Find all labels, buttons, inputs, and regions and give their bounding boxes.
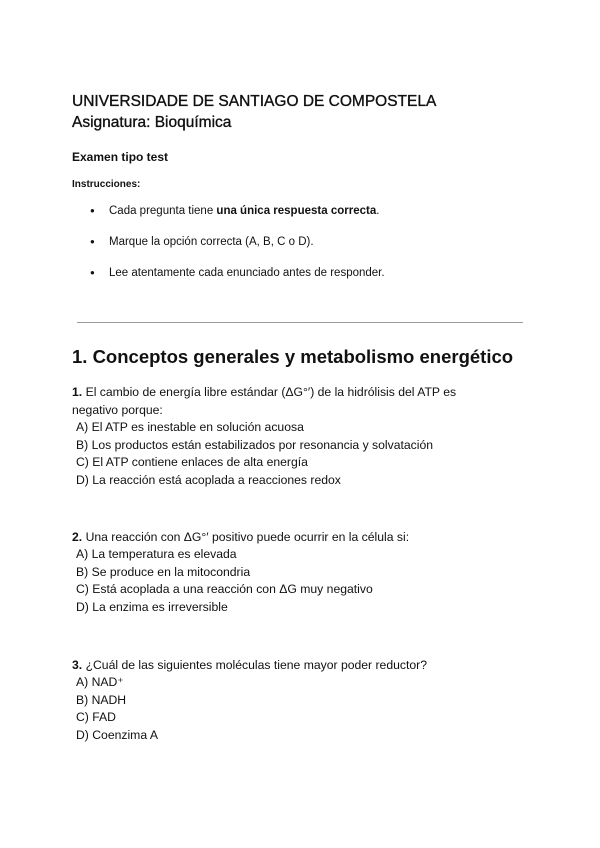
instructions-title: Instrucciones:: [72, 179, 141, 190]
question-1: [72, 383, 502, 490]
question-text: [72, 656, 502, 674]
option-c: C) El ATP contiene enlaces de alta energía: [76, 455, 308, 470]
options-list: [72, 546, 502, 617]
option-a: A) La temperatura es elevada: [76, 547, 237, 561]
question-3: [72, 656, 502, 745]
instruction-text-end: .: [376, 205, 380, 217]
option-d: D) La enzima es irreversible: [76, 600, 228, 615]
option-c: C) FAD: [76, 710, 116, 725]
question-text: [72, 383, 502, 419]
question-statement: Una reacción con ΔG°′ positivo puede ocurrir en la célula si:: [85, 530, 410, 544]
options-list: [72, 419, 502, 490]
option-a: A) NAD⁺: [76, 675, 124, 689]
exam-type: Examen tipo test: [72, 150, 169, 164]
option-d: D) La reacción está acoplada a reacciones redox: [76, 473, 341, 488]
section-title: 1. Conceptos generales y metabolismo energético: [72, 346, 514, 367]
option-b: B) NADH: [76, 692, 127, 707]
question-statement: ¿Cuál de las siguientes moléculas tiene mayor poder reductor?: [85, 658, 427, 672]
option-b: B) Se produce en la mitocondria: [76, 564, 251, 579]
instruction-item: [90, 200, 385, 231]
instruction-item: [90, 262, 385, 293]
option-b: B) Los productos están estabilizados por resonancia y solvatación: [76, 437, 434, 452]
option-d: D) Coenzima A: [76, 728, 158, 743]
question-number: 1.: [72, 385, 83, 399]
university-name: UNIVERSIDADE DE SANTIAGO DE COMPOSTELA: [72, 93, 437, 110]
instruction-text: Cada pregunta tiene: [109, 205, 217, 217]
options-list: [72, 674, 502, 745]
option-a: A) El ATP es inestable en solución acuosa: [76, 420, 304, 434]
question-2: [72, 528, 502, 617]
question-text: [72, 528, 502, 546]
question-statement: El cambio de energía libre estándar (ΔG°′) de la hidrólisis del ATP es negativo porque:: [72, 385, 457, 417]
horizontal-divider: [77, 322, 523, 323]
subject-title: Asignatura: Bioquímica: [72, 114, 232, 131]
question-number: 3.: [72, 658, 83, 672]
question-number: 2.: [72, 530, 83, 544]
instructions-list: [90, 200, 385, 293]
instruction-item: [90, 231, 385, 262]
instruction-text: Lee atentamente cada enunciado antes de responder.: [109, 267, 385, 279]
instruction-text: Marque la opción correcta (A, B, C o D).: [109, 236, 314, 248]
instruction-emphasis: una única respuesta correcta: [216, 205, 377, 217]
option-c: C) Está acoplada a una reacción con ΔG muy negativo: [76, 582, 373, 597]
